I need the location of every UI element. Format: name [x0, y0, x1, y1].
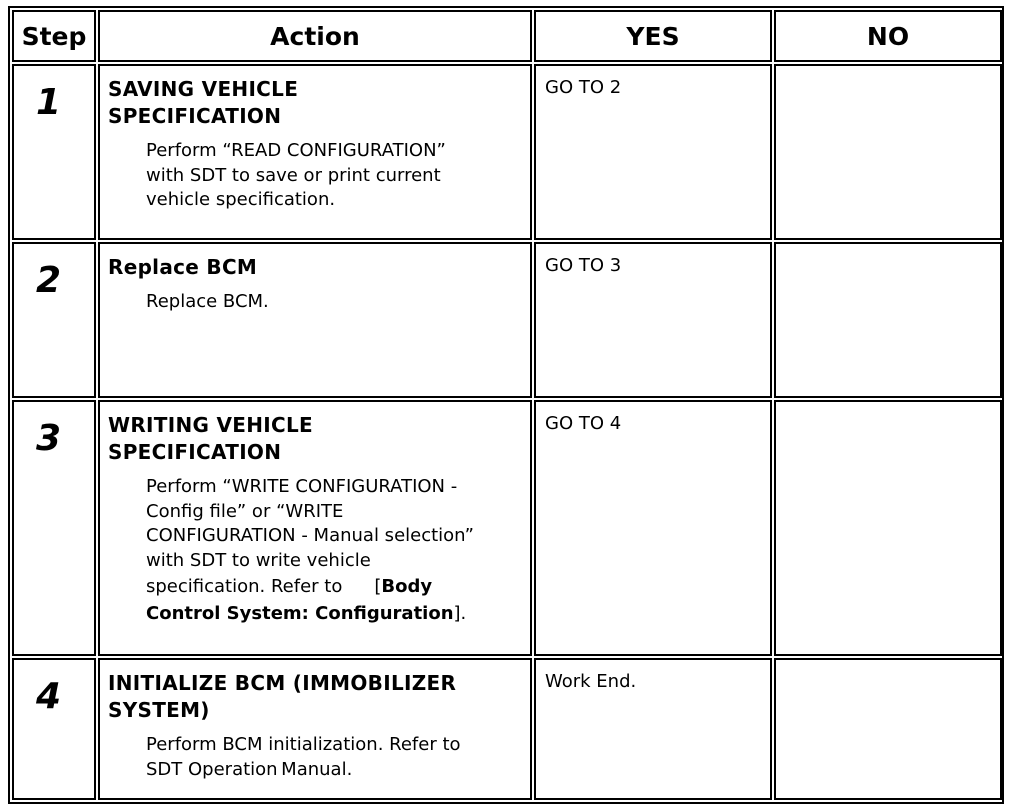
yes-cell-3	[534, 400, 772, 656]
action-cell-1	[98, 64, 532, 240]
yes-result: Work End.	[545, 671, 637, 692]
step-number: 1	[36, 82, 62, 123]
action-title-line: INITIALIZE BCM (IMMOBILIZER	[108, 671, 457, 695]
action-title-line: SAVING VEHICLE	[108, 77, 299, 101]
yes-result: GO TO 2	[545, 77, 622, 98]
action-body-line: CONFIGURATION - Manual selection”	[146, 525, 474, 546]
header-action-label: Action	[270, 21, 360, 51]
no-cell-4	[774, 658, 1002, 800]
action-body-line: Replace BCM.	[146, 291, 269, 312]
action-body	[146, 733, 530, 782]
refer-prefix: specification. Refer to	[146, 576, 343, 597]
header-no	[774, 10, 1002, 62]
action-body-line: Perform BCM initialization. Refer to	[146, 734, 461, 755]
action-body	[146, 139, 530, 213]
step-cell-2	[12, 242, 96, 398]
action-body-line: SDT Operation Manual.	[146, 758, 353, 780]
action-cell-2	[98, 242, 532, 398]
action-title-line: SYSTEM)	[108, 698, 210, 722]
header-no-label: NO	[866, 21, 910, 51]
no-cell-2	[774, 242, 1002, 398]
action-title-line: SPECIFICATION	[108, 104, 282, 128]
header-yes	[534, 10, 772, 62]
action-title-line: WRITING VEHICLE	[108, 413, 314, 437]
action-title-line: Replace BCM	[108, 255, 258, 279]
action-body-line: Perform “READ CONFIGURATION”	[146, 140, 446, 161]
reference-link[interactable]: Control System: Configuration	[146, 602, 454, 624]
step-number: 2	[36, 260, 62, 301]
action-cell-3	[98, 400, 532, 656]
action-body	[146, 290, 530, 315]
yes-cell-4	[534, 658, 772, 800]
no-cell-1	[774, 64, 1002, 240]
step-cell-1	[12, 64, 96, 240]
reference-bracket-close: ].	[453, 602, 467, 624]
action-body-line: vehicle specification.	[146, 189, 336, 210]
action-cell-4	[98, 658, 532, 800]
header-action	[98, 10, 532, 62]
action-title	[108, 670, 530, 724]
yes-result: GO TO 3	[545, 255, 622, 276]
action-title-line: SPECIFICATION	[108, 440, 282, 464]
action-title	[108, 76, 530, 130]
yes-cell-1	[534, 64, 772, 240]
action-body-line: with SDT to save or print current	[146, 164, 441, 186]
step-cell-4	[12, 658, 96, 800]
action-body-line: Perform “WRITE CONFIGURATION -	[146, 476, 458, 497]
action-body-line: Config file” or “WRITE	[146, 500, 344, 522]
action-body-line	[146, 575, 530, 600]
reference-link[interactable]: Body	[381, 576, 433, 597]
step-cell-3	[12, 400, 96, 656]
header-step	[12, 10, 96, 62]
header-yes-label: YES	[626, 21, 680, 51]
yes-result: GO TO 4	[545, 413, 622, 434]
step-number: 4	[36, 676, 62, 717]
action-body	[146, 475, 530, 626]
header-step-label: Step	[21, 21, 87, 51]
yes-cell-2	[534, 242, 772, 398]
action-title	[108, 412, 530, 466]
action-body-line: with SDT to write vehicle	[146, 549, 371, 571]
reference-bracket-open: [	[374, 576, 382, 597]
no-cell-3	[774, 400, 1002, 656]
action-body-line	[146, 602, 530, 627]
step-number: 3	[36, 418, 62, 459]
action-title	[108, 254, 530, 281]
